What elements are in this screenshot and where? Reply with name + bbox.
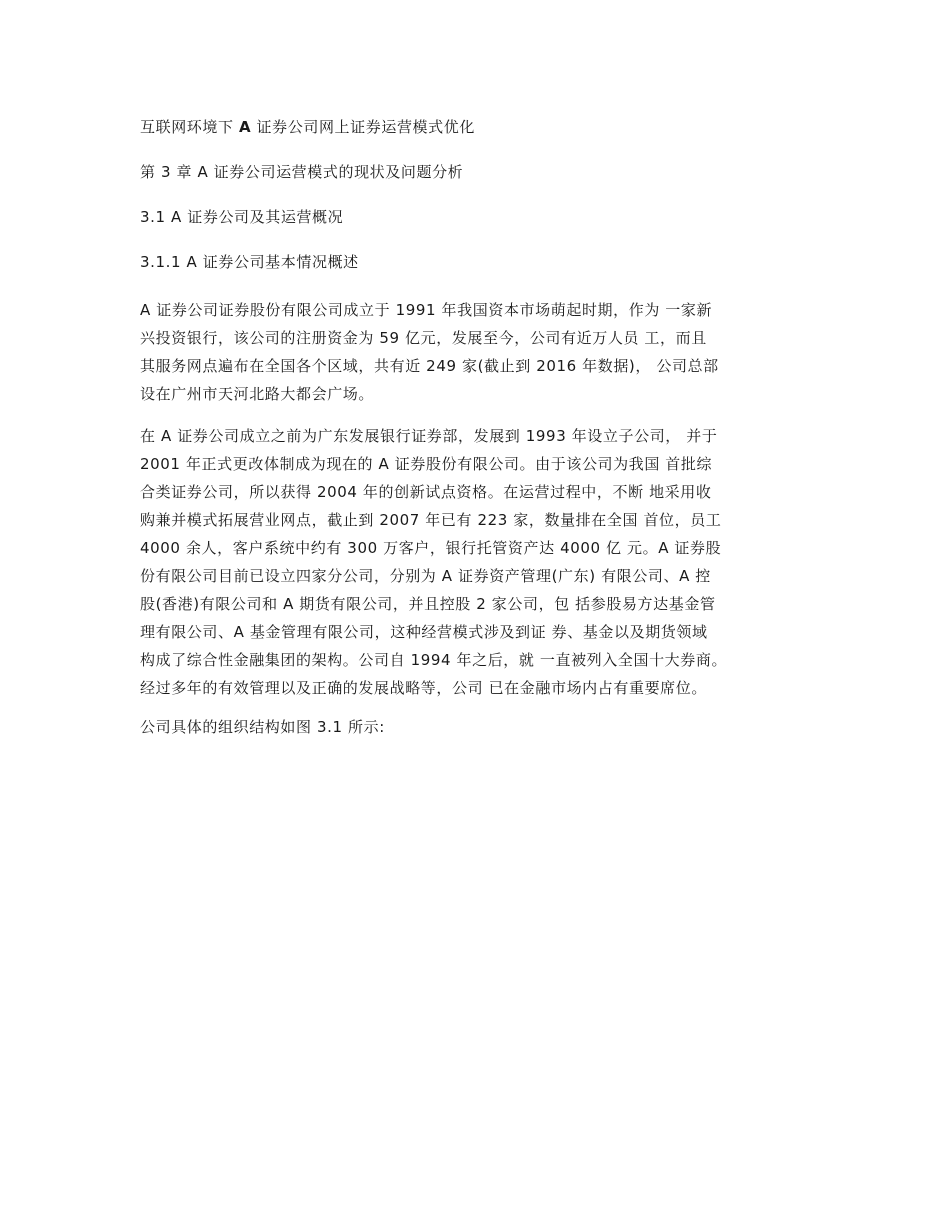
title-prefix: 互联网环境下 (140, 118, 239, 136)
paragraph-line: 其服务网点遍布在全国各个区域，共有近 249 家(截止到 2016 年数据)， 公司总部 (140, 357, 719, 375)
paragraph-company-overview (140, 296, 810, 408)
paragraph-line: 股(香港)有限公司和 A 期货有限公司，并且控股 2 家公司，包 括参股易方达基金管 (140, 595, 716, 613)
paragraph-line: 设在广州市天河北路大都会广场。 (140, 385, 375, 403)
paragraph-line: 在 A 证券公司成立之前为广东发展银行证券部，发展到 1993 年设立子公司， 并于 (140, 427, 718, 445)
paragraph-line: 合类证券公司，所以获得 2004 年的创新试点资格。在运营过程中，不断 地采用收 (140, 483, 712, 501)
document-title (140, 116, 810, 138)
figure-intro-text: 公司具体的组织结构如图 3.1 所示: (140, 718, 385, 736)
paragraph-line: 经过多年的有效管理以及正确的发展战略等，公司 已在金融市场内占有重要席位。 (140, 679, 707, 697)
document-page (140, 116, 810, 738)
paragraph-line: 构成了综合性金融集团的架构。公司自 1994 年之后，就 一直被列入全国十大券商。 (140, 651, 728, 669)
chapter-heading: 第 3 章 A 证券公司运营模式的现状及问题分析 (140, 163, 464, 181)
paragraph-line: 购兼并模式拓展营业网点，截止到 2007 年已有 223 家，数量排在全国 首位，员工 (140, 511, 722, 529)
paragraph-line: 兴投资银行，该公司的注册资金为 59 亿元，发展至今，公司有近万人员 工，而且 (140, 329, 707, 347)
paragraph-line: 2001 年正式更改体制成为现在的 A 证券股份有限公司。由于该公司为我国 首批综 (140, 455, 713, 473)
title-suffix: 证券公司网上证券运营模式优化 (251, 118, 475, 136)
paragraph-line: 份有限公司目前已设立四家分公司，分别为 A 证券资产管理(广东) 有限公司、A 控 (140, 567, 711, 585)
paragraph-line: 理有限公司、A 基金管理有限公司，这种经营模式涉及到证 券、基金以及期货领域 (140, 623, 708, 641)
paragraph-company-history (140, 422, 810, 702)
section-heading: 3.1 A 证券公司及其运营概况 (140, 208, 344, 226)
paragraph-line: 4000 余人，客户系统中约有 300 万客户，银行托管资产达 4000 亿 元。A 证券股 (140, 539, 722, 557)
subsection-heading: 3.1.1 A 证券公司基本情况概述 (140, 253, 359, 271)
paragraph-line: A 证券公司证券股份有限公司成立于 1991 年我国资本市场萌起时期，作为 一家新 (140, 301, 713, 319)
title-bold-letter: A (238, 118, 252, 136)
